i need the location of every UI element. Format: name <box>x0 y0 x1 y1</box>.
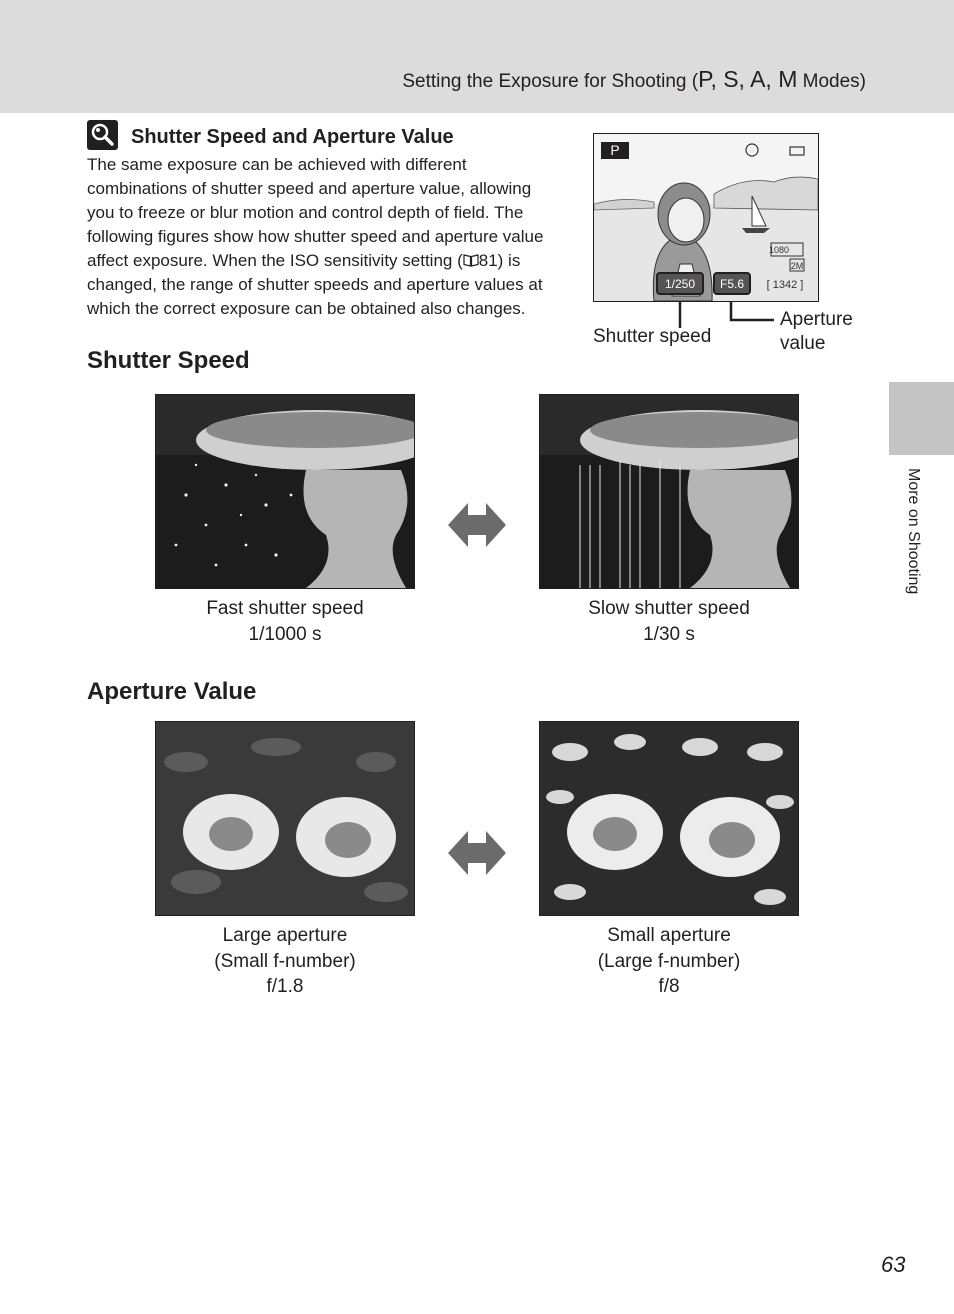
caption-small-aperture <box>539 923 799 1000</box>
tip-line: which the correct exposure can be obtained also changes. <box>87 299 526 318</box>
caption-line: Fast shutter speed <box>206 598 364 619</box>
lcd-movie-size: 1080 <box>768 245 790 255</box>
flower-right <box>296 797 396 877</box>
tip-body <box>87 153 575 321</box>
tip-line: following figures show how shutter speed and aperture value <box>87 227 544 246</box>
chapter-tab-label: More on Shooting <box>905 468 922 595</box>
caption-fast-shutter <box>155 596 415 647</box>
book-reference-icon <box>463 250 479 264</box>
lcd-image-size: 2M <box>790 261 804 271</box>
aperture-value-heading: Aperture Value <box>87 678 257 705</box>
lcd-label-shutter-speed: Shutter speed <box>593 326 712 347</box>
caption-line: Small aperture <box>607 925 731 946</box>
flower-left <box>183 794 279 870</box>
header-band <box>0 0 954 113</box>
caption-line: 1/30 s <box>643 623 695 645</box>
fountain-fast-shutter-photo <box>155 394 415 589</box>
tip-magnifier-icon <box>87 120 118 150</box>
caption-slow-shutter <box>539 596 799 647</box>
page-header-title <box>402 66 866 93</box>
tip-line: The same exposure can be achieved with different <box>87 155 467 174</box>
caption-line: f/1.8 <box>266 976 304 997</box>
tip-line: changed, the range of shutter speeds and aperture values at <box>87 275 543 294</box>
lcd-label-aperture-value: Aperture value <box>780 309 853 354</box>
caption-line: (Small f-number) <box>214 950 356 972</box>
caption-line: (Large f-number) <box>597 950 741 972</box>
tip-line: affect exposure. When the ISO sensitivity setting ( 81) is <box>87 251 521 270</box>
shutter-speed-heading: Shutter Speed <box>87 347 250 374</box>
double-arrow-icon <box>448 503 506 547</box>
caption-line: Large aperture <box>222 925 348 946</box>
header-title-end: Modes) <box>797 71 866 92</box>
caption-large-aperture <box>155 923 415 1000</box>
header-modes: P, S, A, M <box>698 66 798 92</box>
caption-line: f/8 <box>658 976 680 997</box>
header-title-text: Setting the Exposure for Shooting ( <box>402 71 699 92</box>
lcd-shutter-value: 1/250 <box>664 277 696 291</box>
chapter-tab <box>889 382 954 455</box>
caption-line: 1/1000 s <box>248 623 322 645</box>
tip-line: you to freeze or blur motion and control depth of field. The <box>87 203 524 222</box>
lcd-mode: P <box>610 142 620 158</box>
lcd-frames-remaining: [ 1342 ] <box>766 279 804 291</box>
flowers-small-aperture-photo <box>539 721 799 916</box>
tip-line: combinations of shutter speed and aperture value, allowing <box>87 179 532 198</box>
tip-title: Shutter Speed and Aperture Value <box>131 126 454 148</box>
lcd-aperture-value: F5.6 <box>719 277 745 291</box>
double-arrow-icon <box>448 831 506 875</box>
caption-line: Slow shutter speed <box>588 598 750 619</box>
fountain-slow-shutter-photo <box>539 394 799 589</box>
page-number: 63 <box>881 1252 906 1277</box>
flowers-large-aperture-photo <box>155 721 415 916</box>
